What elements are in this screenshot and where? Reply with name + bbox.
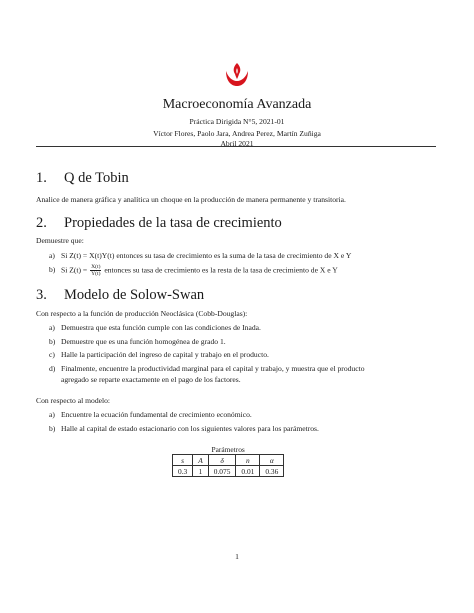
table-header-cell: s	[173, 455, 193, 466]
parameters-table	[172, 444, 284, 477]
table-cell: 0.3	[173, 466, 193, 477]
list-item-text: Demuestre que es una función homogénea de grado 1.	[61, 337, 226, 346]
section-1-text: Analice de manera gráfica y analítica un choque en la producción de manera permanente y transitoria.	[36, 195, 346, 204]
list-item-label: c)	[49, 350, 55, 359]
list-item-text: Halle la participación del ingreso de capital y trabajo en el producto.	[61, 350, 269, 359]
section-2-title: Propiedades de la tasa de crecimiento	[64, 215, 282, 231]
document-subtitle: Práctica Dirigida N°5, 2021-01	[189, 117, 285, 126]
list-item-label: b)	[49, 424, 56, 433]
header-divider	[36, 146, 436, 147]
list-item	[49, 251, 351, 260]
section-3-number: 3.	[36, 287, 47, 303]
table-cell: 0.075	[208, 466, 236, 477]
list-item	[49, 364, 365, 373]
table-cell: 0.01	[236, 466, 260, 477]
list-item-text: Encuentre la ecuación fundamental de crecimiento económico.	[61, 410, 252, 419]
section-3-intro: Con respecto a la función de producción Neoclásica (Cobb-Douglas):	[36, 309, 248, 318]
section-1-heading	[36, 170, 129, 187]
table-cell: 1	[193, 466, 209, 477]
list-item-text-prefix: Si Z(t) =	[61, 265, 88, 275]
list-item	[49, 264, 338, 277]
list-item-label: a)	[49, 410, 55, 419]
table-header-cell: A	[193, 455, 209, 466]
section-2-heading	[36, 215, 282, 232]
list-item-text: Demuestra que esta función cumple con las condiciones de Inada.	[61, 323, 261, 332]
university-logo	[223, 62, 251, 88]
list-item	[49, 323, 261, 332]
list-item-label: d)	[49, 364, 56, 373]
table-header-row	[173, 455, 284, 466]
table-row	[173, 466, 284, 477]
section-3-title: Modelo de Solow-Swan	[64, 287, 205, 303]
table-header-cell: δ	[208, 455, 236, 466]
list-item	[49, 350, 269, 359]
section-1-number: 1.	[36, 170, 47, 186]
list-item-label: a)	[49, 251, 55, 260]
document-authors: Víctor Flores, Paolo Jara, Andrea Perez, Martín Zuñiga	[153, 129, 321, 138]
page-number: 1	[235, 552, 239, 561]
fraction	[90, 264, 101, 277]
section-2-intro: Demuestre que:	[36, 236, 84, 245]
fraction-denominator: Y(t)	[91, 271, 101, 277]
list-item	[49, 410, 252, 419]
section-1-title: Q de Tobin	[64, 170, 129, 186]
list-item-label: a)	[49, 323, 55, 332]
list-item-text: Halle al capital de estado estacionario con los siguientes valores para los parámetros.	[61, 424, 319, 433]
list-item-text: Si Z(t) = X(t)Y(t) entonces su tasa de crecimiento es la suma de la tasa de crecimiento de X e Y	[61, 251, 352, 260]
list-item	[49, 337, 226, 346]
document-title: Macroeconomía Avanzada	[162, 97, 312, 112]
table-caption: Parámetros	[173, 444, 284, 455]
list-item-continuation: agregado se reparte exactamente en el pago de los factores.	[61, 375, 241, 384]
document-date: Abril 2021	[220, 139, 254, 148]
table-header-cell: n	[236, 455, 260, 466]
list-item-label: b)	[49, 337, 56, 346]
list-item-text: Finalmente, encuentre la productividad marginal para el capital y trabajo, y muestra que el producto	[61, 364, 365, 373]
table-cell: 0.36	[260, 466, 284, 477]
fraction-numerator: X(t)	[91, 264, 101, 270]
section-3-intro-2: Con respecto al modelo:	[36, 396, 111, 405]
list-item-label: b)	[49, 265, 56, 275]
table-header-cell: α	[260, 455, 284, 466]
list-item-text-suffix: entonces su tasa de crecimiento es la resta de la tasa de crecimiento de X e Y	[104, 265, 338, 275]
list-item	[49, 424, 319, 433]
section-2-number: 2.	[36, 215, 47, 231]
section-3-heading	[36, 287, 204, 304]
